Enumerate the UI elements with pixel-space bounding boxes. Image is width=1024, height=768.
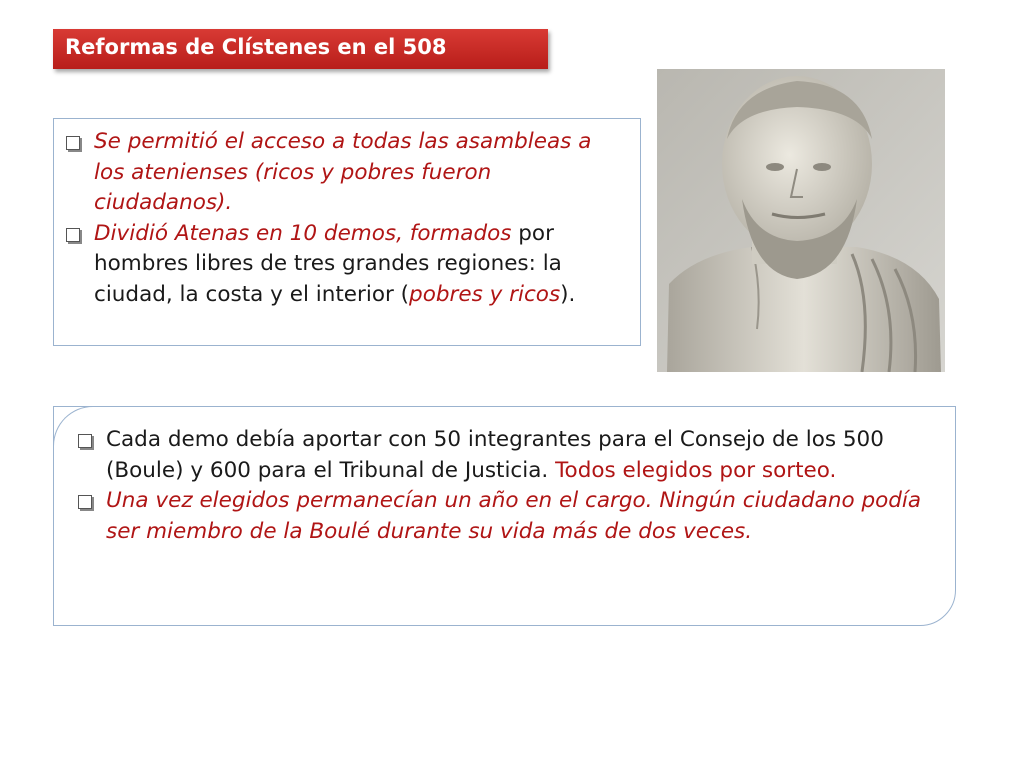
list-item xyxy=(66,219,626,311)
checkbox-bullet-icon xyxy=(78,434,92,448)
reforms-list-1 xyxy=(66,127,626,310)
list-item xyxy=(78,425,948,486)
bullet-text: Una vez elegidos permanecían un año en el cargo. Ningún ciudadano podía ser miembro de la Boulé durante su vida más de dos veces. xyxy=(106,488,922,544)
list-item xyxy=(66,127,626,219)
bullet-text: por hombres libres de tres grandes regiones: la ciudad, la costa y el interior ( xyxy=(94,220,562,307)
checkbox-bullet-icon xyxy=(66,228,80,242)
slide-title: Reformas de Clístenes en el 508 xyxy=(53,29,548,69)
bullet-text: Cada demo debía aportar con 50 integrantes para el Consejo de los 500 (Boule) y 600 para el Tribunal de Justicia. xyxy=(106,427,884,483)
checkbox-bullet-icon xyxy=(78,495,92,509)
bullet-text: Se permitió el acceso a todas las asambleas a los atenienses (ricos y pobres fueron ciudadanos). xyxy=(94,129,592,215)
reforms-list-2 xyxy=(78,425,948,547)
cleisthenes-bust-image xyxy=(657,69,945,372)
bullet-text-highlight: Todos elegidos por sorteo. xyxy=(555,457,837,483)
bullet-text-highlight: pobres y ricos xyxy=(409,281,561,307)
bullet-text: ). xyxy=(560,281,576,307)
list-item xyxy=(78,486,948,547)
bullet-text-highlight: Dividió Atenas en 10 demos, formados xyxy=(94,220,512,246)
bust-illustration xyxy=(657,69,945,372)
checkbox-bullet-icon xyxy=(66,136,80,150)
